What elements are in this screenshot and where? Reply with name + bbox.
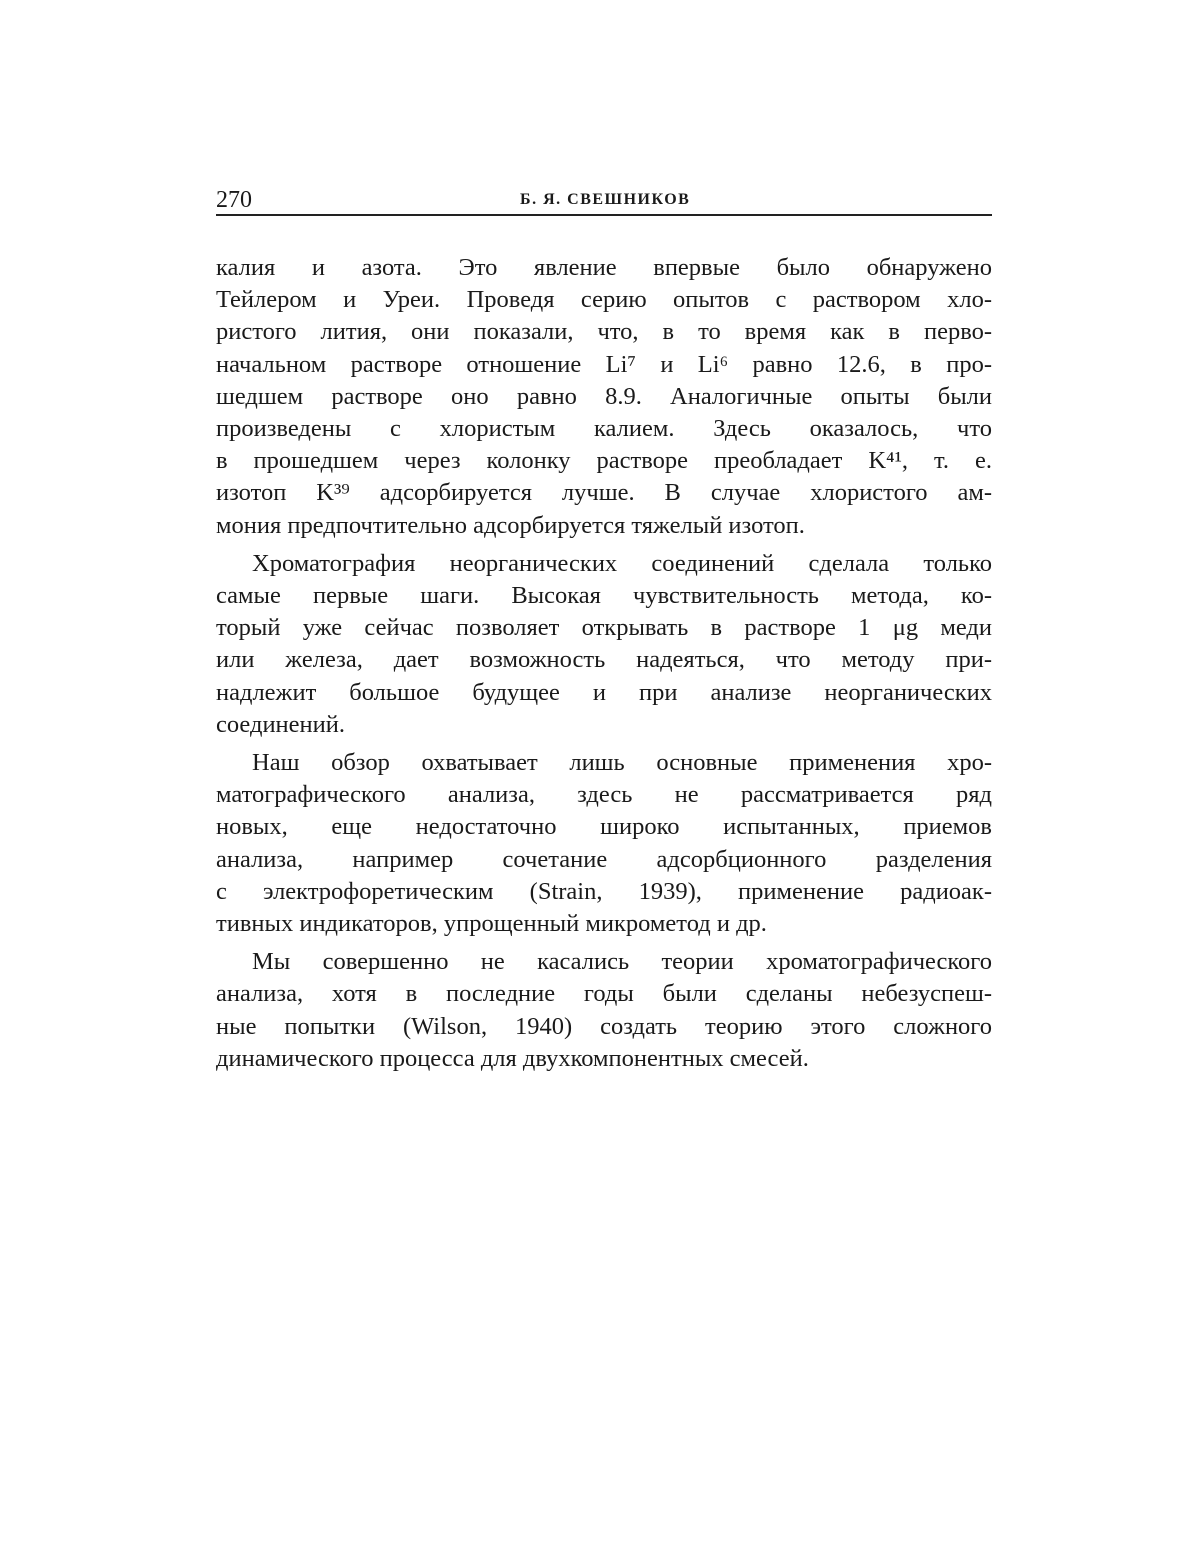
text-line: Наш обзор охватывает лишь основные применения хро- bbox=[252, 749, 992, 777]
text-line: матографического анализа, здесь не рассматривается ряд bbox=[216, 781, 992, 809]
text-line: соединений. bbox=[216, 710, 345, 738]
text-line: Мы совершенно не касались теории хроматографического bbox=[252, 948, 992, 976]
text-line: произведены с хлористым калием. Здесь оказалось, что bbox=[216, 415, 992, 443]
paragraph-4 bbox=[216, 946, 992, 1075]
text-line: ные попытки (Wilson, 1940) создать теорию этого сложного bbox=[216, 1012, 992, 1040]
page-header bbox=[216, 186, 992, 216]
text-line: или железа, дает возможность надеяться, что методу при- bbox=[216, 646, 992, 674]
text-line: мония предпочтительно адсорбируется тяжелый изотоп. bbox=[216, 511, 805, 539]
text-line: шедшем растворе оно равно 8.9. Аналогичные опыты были bbox=[216, 382, 992, 410]
text-line: тивных индикаторов, упрощенный микрометод и др. bbox=[216, 910, 767, 938]
paragraph-2 bbox=[216, 548, 992, 741]
text-line: с электрофоретическим (Strain, 1939), применение радиоак- bbox=[216, 877, 992, 905]
text-line: анализа, хотя в последние годы были сделаны небезуспеш- bbox=[216, 980, 992, 1008]
header-rule bbox=[216, 214, 992, 216]
paragraph-3 bbox=[216, 747, 992, 940]
text-line: новых, еще недостаточно широко испытанных, приемов bbox=[216, 813, 992, 841]
text-line: Хроматография неорганических соединений сделала только bbox=[252, 549, 992, 577]
text-line: торый уже сейчас позволяет открывать в растворе 1 μg меди bbox=[216, 614, 992, 642]
paragraph-1 bbox=[216, 252, 992, 542]
text-line: ристого лития, они показали, что, в то время как в перво- bbox=[216, 318, 992, 346]
text-line: самые первые шаги. Высокая чувствительность метода, ко- bbox=[216, 582, 992, 610]
text-line: надлежит большое будущее и при анализе неорганических bbox=[216, 678, 992, 706]
text-line: анализа, например сочетание адсорбционного разделения bbox=[216, 845, 992, 873]
running-head: Б. Я. СВЕШНИКОВ bbox=[520, 191, 691, 208]
text-line: изотоп K³⁹ адсорбируется лучше. В случае хлористого ам- bbox=[216, 479, 992, 507]
body-text bbox=[216, 252, 992, 1081]
text-line: в прошедшем через колонку растворе преобладает K⁴¹, т. е. bbox=[216, 447, 992, 475]
text-line: Тейлером и Уреи. Проведя серию опытов с раствором хло- bbox=[216, 286, 992, 314]
text-line: динамического процесса для двухкомпонентных смесей. bbox=[216, 1044, 809, 1072]
text-line: начальном растворе отношение Li⁷ и Li⁶ равно 12.6, в про- bbox=[216, 350, 992, 378]
page-number: 270 bbox=[216, 187, 252, 213]
text-line: калия и азота. Это явление впервые было обнаружено bbox=[216, 254, 992, 281]
